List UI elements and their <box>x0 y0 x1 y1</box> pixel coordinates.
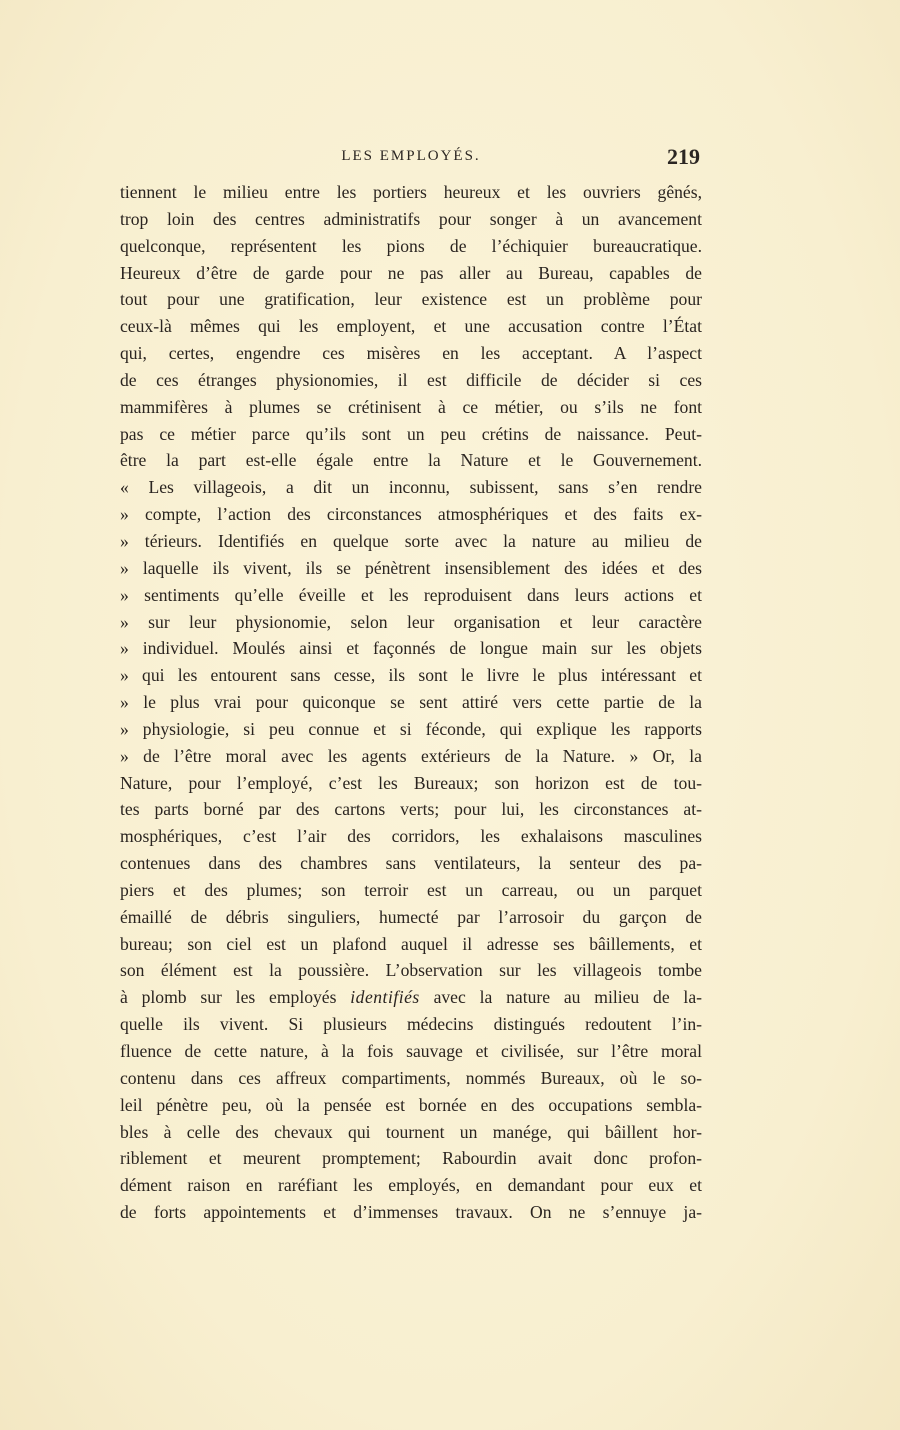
text-line: » compte, l’action des circonstances atmosphériques et des faits ex- <box>120 504 702 525</box>
text-line: » le plus vrai pour quiconque se sent attiré vers cette partie de la <box>120 692 702 713</box>
running-head <box>120 146 702 172</box>
text-line: pas ce métier parce qu’ils sont un peu crétins de naissance. Peut- <box>120 423 702 444</box>
text-line: » physiologie, si peu connue et si féconde, qui explique les rapports <box>120 718 702 739</box>
text-line: » sur leur physionomie, selon leur organisation et leur caractère <box>120 611 702 632</box>
text-line: » sentiments qu’elle éveille et les reproduisent dans leurs actions et <box>120 584 702 605</box>
text-line: quelconque, représentent les pions de l’échiquier bureaucratique. <box>120 235 702 256</box>
text-line: quelle ils vivent. Si plusieurs médecins distingués redoutent l’in- <box>120 1014 702 1035</box>
text-segment: avec la nature au milieu de la- <box>419 987 702 1008</box>
text-line: » térieurs. Identifiés en quelque sorte avec la nature au milieu de <box>120 530 702 551</box>
text-line: » qui les entourent sans cesse, ils sont le livre le plus intéressant et <box>120 665 702 686</box>
text-line-with-italic <box>120 984 702 1011</box>
text-line: » laquelle ils vivent, ils se pénètrent insensiblement des idées et des <box>120 557 702 578</box>
text-line: contenues dans des chambres sans ventilateurs, la senteur des pa- <box>120 853 702 874</box>
text-line: fluence de cette nature, à la fois sauvage et civilisée, sur l’être moral <box>120 1041 702 1061</box>
text-line: contenu dans ces affreux compartiments, nommés Bureaux, où le so- <box>120 1067 702 1088</box>
text-line: Nature, pour l’employé, c’est les Bureaux; son horizon est de tou- <box>120 772 702 793</box>
text-line: son élément est la poussière. L’observation sur les villageois tombe <box>120 960 702 981</box>
text-line: émaillé de débris singuliers, humecté par l’arrosoir du garçon de <box>120 906 702 927</box>
text-line: bles à celle des chevaux qui tournent un manége, qui bâillent hor- <box>120 1121 702 1142</box>
text-line: riblement et meurent promptement; Rabourdin avait donc profon- <box>120 1148 702 1169</box>
text-line: de ces étranges physionomies, il est difficile de décider si ces <box>120 369 702 390</box>
text-line: bureau; son ciel est un plafond auquel il adresse ses bâillements, et <box>120 933 702 954</box>
text-line: Heureux d’être de garde pour ne pas aller au Bureau, capables de <box>120 262 702 283</box>
running-title: LES EMPLOYÉS. <box>341 148 481 164</box>
text-line: tes parts borné par des cartons verts; pour lui, les circonstances at- <box>120 799 702 820</box>
text-line: être la part est-elle égale entre la Nature et le Gouvernement. <box>120 450 702 471</box>
text-line: trop loin des centres administratifs pour songer à un avancement <box>120 208 702 229</box>
text-line: qui, certes, engendre ces misères en les acceptant. A l’aspect <box>120 343 702 364</box>
text-line: mosphériques, c’est l’air des corridors, les exhalaisons masculines <box>120 826 702 847</box>
text-line: piers et des plumes; son terroir est un carreau, ou un parquet <box>120 879 702 900</box>
text-line: » de l’être moral avec les agents extérieurs de la Nature. » Or, la <box>120 745 702 766</box>
text-segment: à plomb sur les employés <box>120 987 351 1008</box>
text-line: ceux-là mêmes qui les employent, et une accusation contre l’État <box>120 316 702 337</box>
italic-word: identifiés <box>350 987 420 1008</box>
text-line: leil pénètre peu, où la pensée est bornée en des occupations sembla- <box>120 1094 702 1115</box>
text-line: » individuel. Moulés ainsi et façonnés de longue main sur les objets <box>120 638 702 659</box>
page-number: 219 <box>667 144 700 169</box>
text-line: tout pour une gratification, leur existence est un problème pour <box>120 289 702 310</box>
text-line: dément raison en raréfiant les employés, en demandant pour eux et <box>120 1175 702 1196</box>
text-line: tiennent le milieu entre les portiers heureux et les ouvriers gênés, <box>120 182 702 202</box>
text-line: mammifères à plumes se crétinisent à ce métier, ou s’ils ne font <box>120 396 702 417</box>
body-text <box>120 179 702 1226</box>
text-line: « Les villageois, a dit un inconnu, subissent, sans s’en rendre <box>120 477 702 498</box>
text-line: de forts appointements et d’immenses travaux. On ne s’ennuye ja- <box>120 1202 702 1223</box>
